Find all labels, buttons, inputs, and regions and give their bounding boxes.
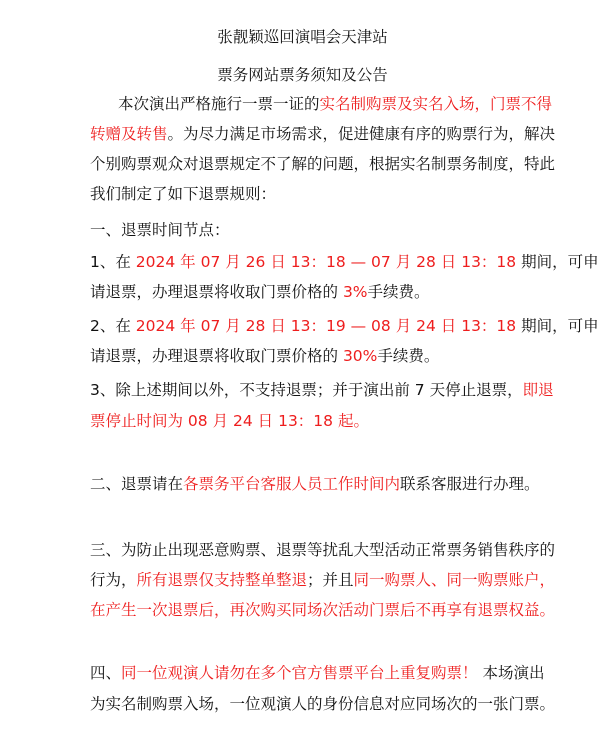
- section-highlight: 所有退票仅支持整单整退: [136, 571, 308, 589]
- rule-date-range: 2024 年 07 月 28 日 13：19 — 08 月 24 日 13：18: [135, 317, 517, 335]
- intro-highlight: 转赠及转售: [90, 125, 168, 143]
- intro-text: 本次演出严格施行一票一证的: [118, 95, 320, 113]
- rule-text: 期间，可申: [516, 317, 599, 335]
- section4-line-1: [90, 661, 544, 683]
- section-text: ；并且: [307, 571, 354, 589]
- section3-line-3: [90, 598, 555, 620]
- section4-line-2: 为实名制购票入场，一位观演人的身份信息对应同场次的一张门票。: [90, 695, 556, 713]
- document-title: 张靓颖巡回演唱会天津站: [217, 28, 388, 46]
- rule-highlight: 票停止时间为 08 月 24 日 13：18 起。: [90, 412, 369, 430]
- rule-text: 请退票，办理退票将收取门票价格的: [90, 347, 343, 365]
- rule-fee: 3%: [342, 283, 368, 301]
- section-text: 二、退票请在: [90, 475, 184, 493]
- rule-text: 请退票，办理退票将收取门票价格的: [90, 283, 343, 301]
- section2-line: [90, 472, 540, 494]
- section-text: 本场演出: [477, 664, 545, 682]
- rule-text: 手续费。: [377, 347, 440, 365]
- intro-line-4: 我们制定了如下退票规则：: [90, 185, 277, 203]
- rule2-line-1: [90, 314, 599, 336]
- intro-line-3: 个别购票观众对退票规定不了解的问题，根据实名制票务制度，特此: [90, 155, 556, 173]
- rule-text: 3、除上述期间以外，不支持退票；并于演出前 7 天停止退票，: [90, 381, 523, 399]
- rule1-line-2: [90, 280, 430, 302]
- rule-text: 2、在: [90, 317, 136, 335]
- rule-date-range: 2024 年 07 月 26 日 13：18 — 07 月 28 日 13：18: [135, 253, 517, 271]
- rule-highlight: 即退: [522, 381, 554, 399]
- section3-line-1: 三、为防止出现恶意购票、退票等扰乱大型活动正常票务销售秩序的: [90, 541, 556, 559]
- rule3-line-2: [90, 409, 369, 431]
- intro-highlight: 实名制购票及实名入场，门票不得: [319, 95, 553, 113]
- intro-line-1: [118, 92, 552, 114]
- section-highlight: 同一位观演人请勿在多个官方售票平台上重复购票！: [121, 664, 478, 682]
- section-text: 行为，: [90, 571, 137, 589]
- rule1-line-1: [90, 250, 599, 272]
- rule-text: 期间，可申: [516, 253, 599, 271]
- document-subtitle: 票务网站票务须知及公告: [217, 66, 388, 84]
- section1-heading: 一、退票时间节点：: [90, 221, 230, 239]
- section-highlight: 在产生一次退票后，再次购买同场次活动门票后不再享有退票权益。: [90, 601, 556, 619]
- rule2-line-2: [90, 344, 439, 366]
- rule-text: 1、在: [90, 253, 136, 271]
- section-highlight: 各票务平台客服人员工作时间内: [183, 475, 401, 493]
- rule3-line-1: [90, 378, 554, 400]
- intro-line-2: [90, 122, 555, 144]
- section-text: 联系客服进行办理。: [400, 475, 540, 493]
- section-text: 四、: [90, 664, 122, 682]
- rule-text: 手续费。: [367, 283, 430, 301]
- section-highlight: 同一购票人、同一购票账户，: [353, 571, 556, 589]
- section3-line-2: [90, 568, 555, 590]
- rule-fee: 30%: [342, 347, 378, 365]
- intro-text: 。为尽力满足市场需求，促进健康有序的购票行为，解决: [167, 125, 556, 143]
